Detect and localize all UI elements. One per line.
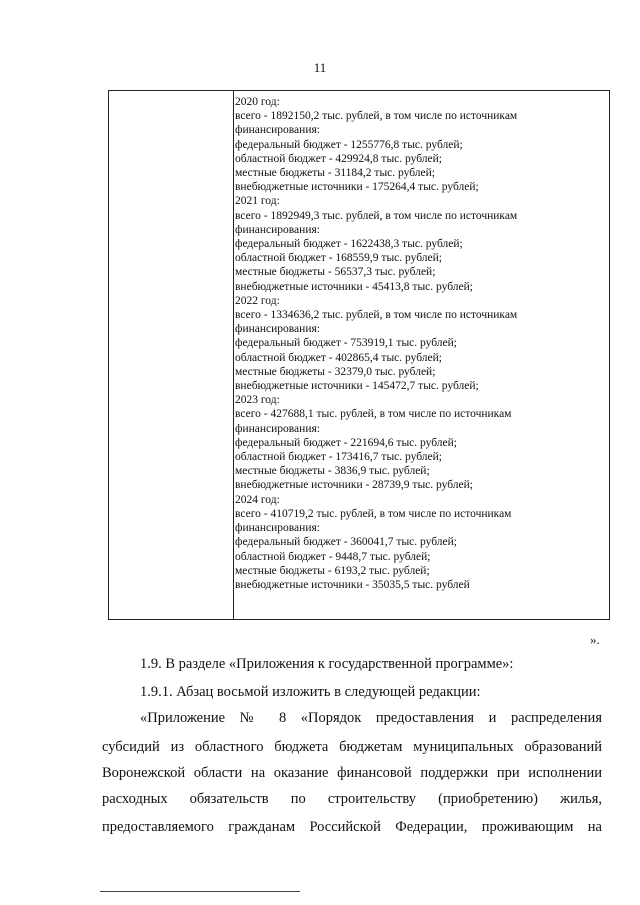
- table-line: финансирования:: [235, 422, 320, 435]
- table-line: финансирования:: [235, 323, 320, 336]
- table-line: федеральный бюджет - 753919,1 тыс. рублей;: [235, 337, 457, 350]
- body-line-2: субсидий из областного бюджета бюджетам муниципальных образований: [102, 739, 602, 755]
- body-line-4: расходных обязательств по строительству (приобретению) жилья,: [102, 791, 602, 807]
- table-line: финансирования:: [235, 522, 320, 535]
- body-line-5: предоставляемого гражданам Российской Федерации, проживающим на: [102, 819, 602, 835]
- table-line: всего - 427688,1 тыс. рублей, в том числе по источникам: [235, 408, 512, 421]
- table-line: всего - 1892949,3 тыс. рублей, в том числе по источникам: [235, 209, 518, 222]
- table-line: внебюджетные источники - 175264,4 тыс. рублей;: [235, 181, 479, 194]
- table-left-cell: [109, 91, 234, 619]
- table-line: внебюджетные источники - 145472,7 тыс. рублей;: [235, 380, 479, 393]
- page-number: 11: [313, 60, 327, 75]
- table-line: областной бюджет - 9448,7 тыс. рублей;: [235, 550, 431, 563]
- table-line: местные бюджеты - 31184,2 тыс. рублей;: [235, 167, 435, 180]
- table-line: 2020 год:: [235, 96, 280, 108]
- table-line: областной бюджет - 168559,9 тыс. рублей;: [235, 252, 442, 265]
- closing-quote: ».: [590, 632, 600, 647]
- table-line: местные бюджеты - 32379,0 тыс. рублей;: [235, 365, 436, 378]
- table-line: внебюджетные источники - 45413,8 тыс. рублей;: [235, 280, 473, 293]
- table-line: финансирования:: [235, 223, 320, 236]
- table-line: внебюджетные источники - 35035,5 тыс. рублей: [235, 578, 470, 591]
- table-line: федеральный бюджет - 1622438,3 тыс. рублей;: [235, 238, 463, 251]
- table-line: всего - 410719,2 тыс. рублей, в том числе по источникам: [235, 507, 512, 520]
- paragraph-1-9-1: 1.9.1. Абзац восьмой изложить в следующей редакции:: [140, 684, 481, 700]
- body-line-1: «Приложение № 8 «Порядок предоставления и распределения: [140, 710, 602, 726]
- table-right-cell: [235, 95, 607, 592]
- table-line: местные бюджеты - 3836,9 тыс. рублей;: [235, 465, 430, 478]
- table-line: 2024 год:: [235, 493, 280, 506]
- table-line: местные бюджеты - 6193,2 тыс. рублей;: [235, 564, 430, 577]
- table-line: федеральный бюджет - 360041,7 тыс. рублей;: [235, 536, 457, 549]
- table-line: 2023 год:: [235, 394, 280, 407]
- table-line: 2022 год:: [235, 294, 280, 307]
- body-line-3: Воронежской области на оказание финансовой поддержки при исполнении: [102, 765, 602, 781]
- paragraph-1-9: 1.9. В разделе «Приложения к государственной программе»:: [140, 656, 514, 672]
- table-line: областной бюджет - 429924,8 тыс. рублей;: [235, 152, 442, 165]
- table-line: федеральный бюджет - 221694,6 тыс. рублей;: [235, 436, 457, 449]
- funding-table: [108, 90, 610, 620]
- table-line: всего - 1892150,2 тыс. рублей, в том числе по источникам: [235, 110, 518, 123]
- table-line: местные бюджеты - 56537,3 тыс. рублей;: [235, 266, 436, 279]
- table-line: всего - 1334636,2 тыс. рублей, в том числе по источникам: [235, 309, 518, 322]
- table-line: областной бюджет - 402865,4 тыс. рублей;: [235, 351, 442, 364]
- table-line: внебюджетные источники - 28739,9 тыс. рублей;: [235, 479, 473, 492]
- table-line: 2021 год:: [235, 195, 280, 208]
- table-line: финансирования:: [235, 124, 320, 137]
- table-line: федеральный бюджет - 1255776,8 тыс. рублей;: [235, 138, 463, 151]
- footer-rule: [100, 891, 300, 892]
- table-line: областной бюджет - 173416,7 тыс. рублей;: [235, 451, 442, 464]
